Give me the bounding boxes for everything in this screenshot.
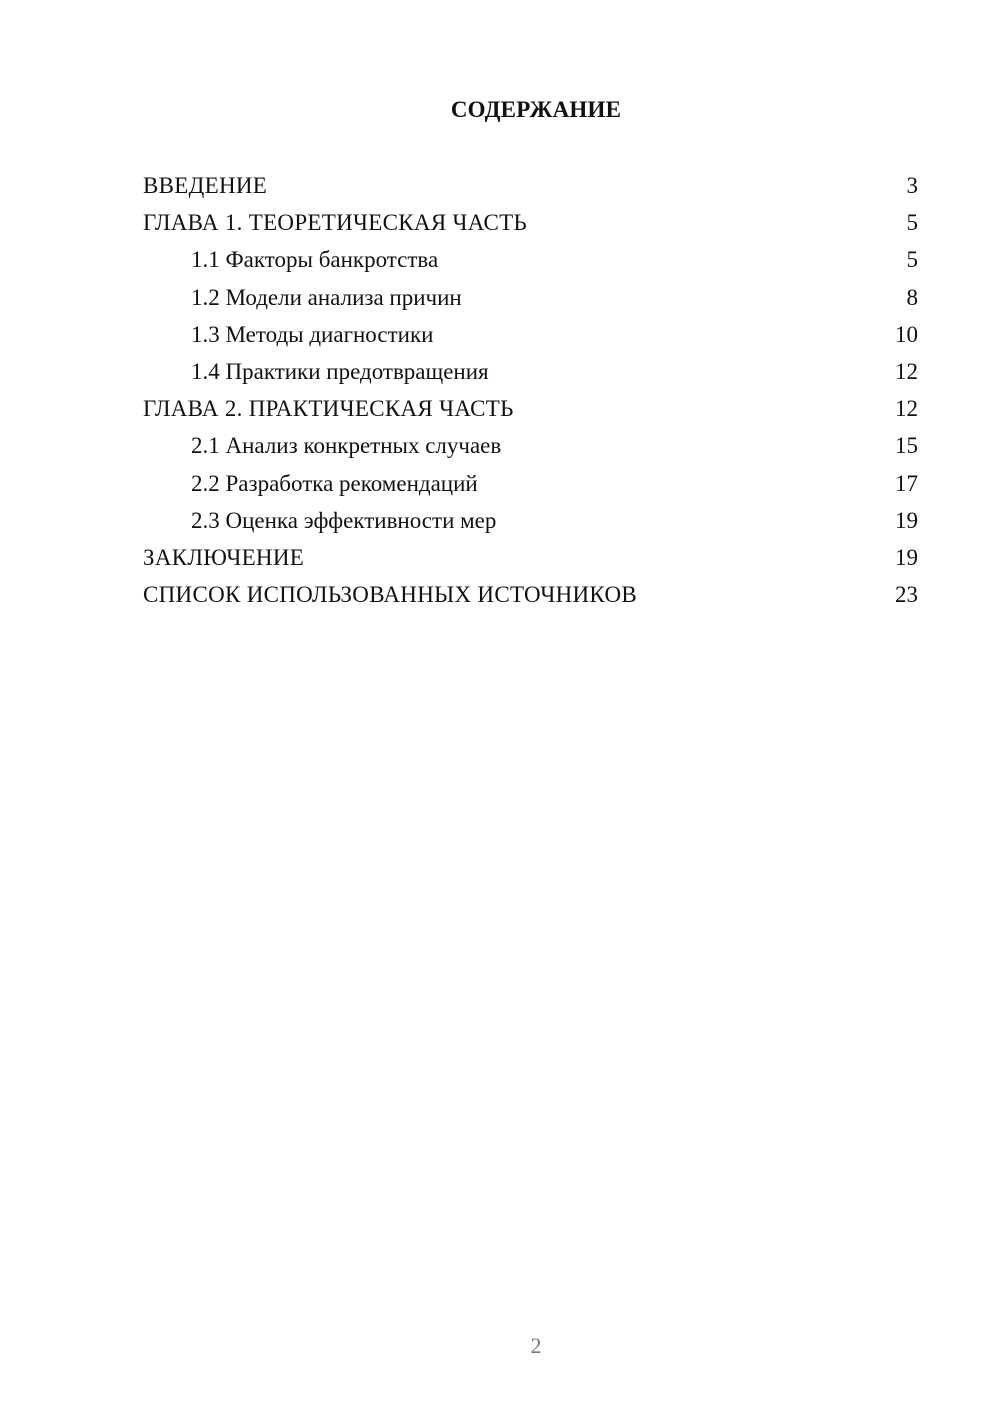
toc-entry-title: ВВЕДЕНИЕ — [143, 173, 268, 198]
toc-entry — [143, 279, 918, 316]
toc-entry — [143, 427, 918, 464]
toc-heading: СОДЕРЖАНИЕ — [450, 97, 622, 122]
toc-entry-page: 5 — [906, 210, 918, 236]
toc-entry — [143, 502, 918, 539]
toc-entry-title: 1.3 Методы диагностики — [191, 321, 434, 347]
toc-entry — [143, 353, 918, 390]
toc-entry-title: 2.2 Разработка рекомендаций — [191, 470, 478, 496]
table-of-contents — [143, 167, 918, 613]
toc-entry-page: 5 — [906, 247, 918, 273]
toc-entry-page: 19 — [895, 544, 918, 570]
toc-entry-page: 23 — [895, 582, 918, 608]
toc-entry-page: 3 — [906, 173, 918, 198]
toc-entry-page: 8 — [906, 284, 918, 310]
toc-entry — [143, 576, 918, 613]
toc-entry-title: 2.1 Анализ конкретных случаев — [191, 433, 502, 459]
toc-entry — [143, 241, 918, 278]
toc-entry — [143, 465, 918, 502]
toc-entry-title: СПИСОК ИСПОЛЬЗОВАННЫХ ИСТОЧНИКОВ — [143, 582, 638, 608]
page-number: 2 — [530, 1333, 542, 1358]
toc-entry — [143, 204, 918, 241]
toc-entry-title: ГЛАВА 1. ТЕОРЕТИЧЕСКАЯ ЧАСТЬ — [143, 210, 528, 236]
toc-entry — [143, 167, 918, 204]
toc-entry-page: 19 — [895, 507, 918, 533]
toc-entry-title: 1.1 Факторы банкротства — [191, 247, 439, 273]
toc-entry-page: 15 — [895, 433, 918, 459]
toc-entry-page: 17 — [895, 470, 918, 496]
toc-entry-title: ЗАКЛЮЧЕНИЕ — [143, 544, 305, 570]
toc-entry-title: 2.3 Оценка эффективности мер — [191, 507, 497, 533]
toc-entry — [143, 390, 918, 427]
toc-entry-page: 10 — [895, 321, 918, 347]
toc-entry-title: 1.4 Практики предотвращения — [191, 358, 489, 384]
toc-entry — [143, 539, 918, 576]
toc-entry-title: 1.2 Модели анализа причин — [191, 284, 462, 310]
toc-entry — [143, 316, 918, 353]
toc-entry-page: 12 — [895, 358, 918, 384]
toc-entry-page: 12 — [895, 396, 918, 422]
toc-entry-title: ГЛАВА 2. ПРАКТИЧЕСКАЯ ЧАСТЬ — [143, 396, 514, 422]
